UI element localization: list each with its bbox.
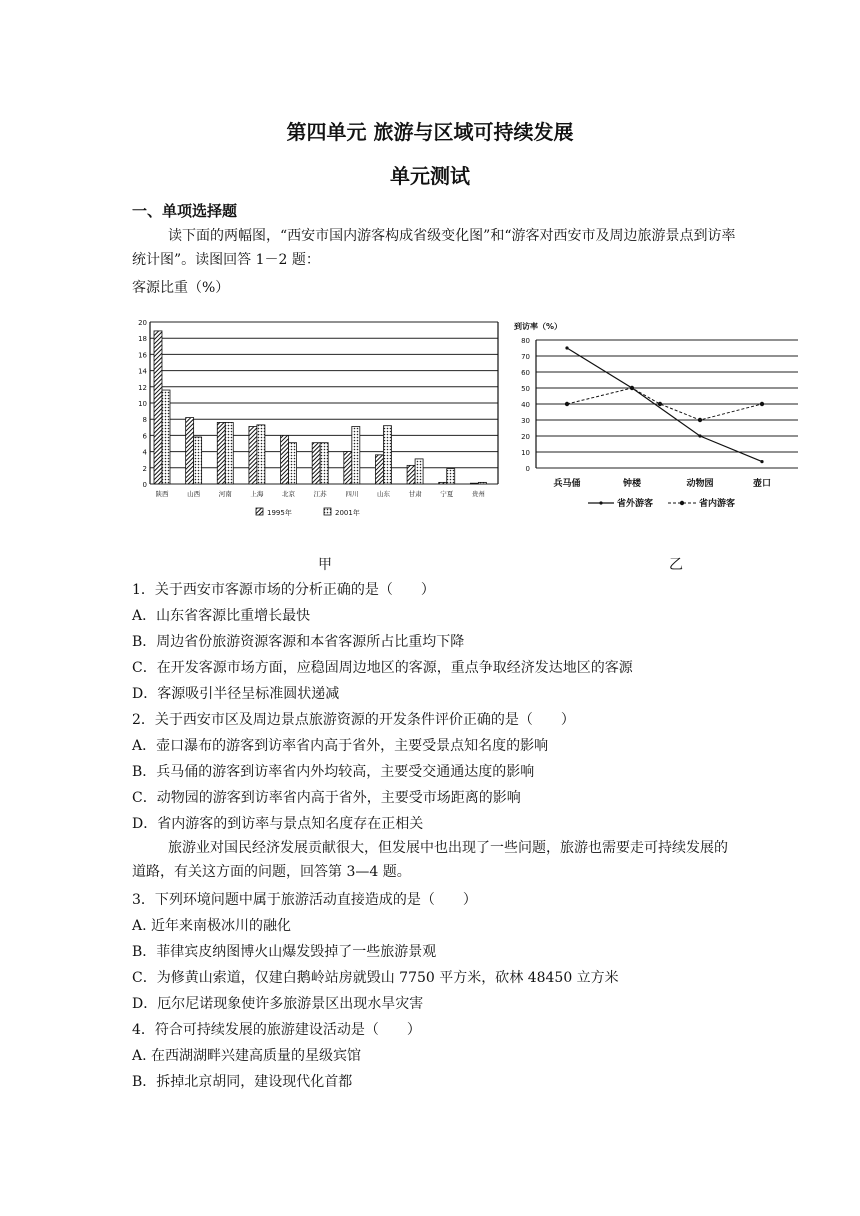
bar <box>162 390 170 484</box>
question-3-option-b: B．菲律宾皮纳图博火山爆发毁掉了一些旅游景观 <box>132 944 437 960</box>
data-point-inprovince <box>630 386 634 390</box>
bar <box>407 465 415 484</box>
x-tick-label: 贵州 <box>471 490 485 498</box>
y-tick-label: 10 <box>521 449 530 457</box>
bar <box>257 425 265 484</box>
question-2-option-b: B．兵马俑的游客到访率省内外均较高，主要受交通通达度的影响 <box>132 764 535 780</box>
y-tick-label: 50 <box>521 385 530 393</box>
figure-label-jia: 甲 <box>318 557 332 573</box>
question-3-option-d: D．厄尔尼诺现象使许多旅游景区出现水旱灾害 <box>132 996 424 1012</box>
data-point-inprovince <box>698 418 702 422</box>
data-point-inprovince <box>565 402 569 406</box>
y-tick-label: 4 <box>142 448 147 457</box>
line-chart-yi <box>510 316 810 516</box>
x-tick-label: 上海 <box>250 490 264 498</box>
bar-chart-jia <box>128 310 506 525</box>
bar <box>478 482 486 484</box>
legend-marker-inprovince <box>680 501 684 505</box>
page-title: 第四单元 旅游与区域可持续发展 <box>286 120 574 144</box>
bar <box>352 426 360 484</box>
question-1-option-b: B．周边省份旅游资源客源和本省客源所占比重均下降 <box>132 634 465 650</box>
legend-label-1995: 1995年 <box>267 509 292 517</box>
data-point-inprovince <box>760 402 764 406</box>
bar <box>249 426 257 484</box>
y-tick-label: 20 <box>521 433 530 441</box>
question-2-stem: 2．关于西安市区及周边景点旅游资源的开发条件评价正确的是（ ） <box>132 712 575 728</box>
y-tick-label: 18 <box>138 335 147 344</box>
y-tick-label: 80 <box>521 337 530 345</box>
y-tick-label: 30 <box>521 417 530 425</box>
context-paragraph: 旅游业对国民经济发展贡献很大，但发展中也出现了一些问题，旅游也需要走可持续发展的道路，有关这方面的问题，回答第 3—4 题。 <box>132 840 728 880</box>
bar <box>289 443 297 484</box>
x-tick-label: 陕西 <box>155 490 169 498</box>
data-point-outprovince <box>565 346 568 349</box>
bar <box>447 469 455 484</box>
bar <box>217 422 225 484</box>
legend-label-outprovince: 省外游客 <box>617 499 654 509</box>
bar <box>186 418 194 484</box>
x-tick-label: 甘肃 <box>408 490 422 498</box>
bar <box>281 435 289 484</box>
x-tick-label: 钟楼 <box>622 479 642 489</box>
series-line-outprovince <box>567 348 762 462</box>
data-point-inprovince <box>658 402 662 406</box>
bar <box>320 443 328 484</box>
data-point-outprovince <box>760 460 763 463</box>
question-3-option-a: A. 近年来南极冰川的融化 <box>132 918 292 934</box>
y-tick-label: 70 <box>521 353 530 361</box>
question-3-option-c: C．为修黄山索道，仅建白鹅岭站房就毁山 7750 平方米，砍林 48450 立方米 <box>132 970 619 986</box>
legend-marker-outprovince <box>599 501 602 504</box>
y-tick-label: 10 <box>138 400 147 408</box>
legend-label-inprovince: 省内游客 <box>699 499 736 509</box>
question-2-option-d: D．省内游客的到访率与景点知名度存在正相关 <box>132 816 424 832</box>
x-tick-label: 四川 <box>345 490 359 498</box>
section-heading: 一、单项选择题 <box>132 202 238 220</box>
question-1-option-c: C．在开发客源市场方面，应稳固周边地区的客源，重点争取经济发达地区的客源 <box>132 660 633 676</box>
y-tick-label: 12 <box>138 383 147 392</box>
bar <box>439 482 447 484</box>
question-2-option-a: A．壶口瀑布的游客到访率省内高于省外，主要受景点知名度的影响 <box>132 738 549 754</box>
data-point-outprovince <box>698 434 701 437</box>
x-tick-label: 山西 <box>187 490 201 498</box>
y-caption: 客源比重（%） <box>132 280 230 296</box>
question-4-option-a: A. 在西湖湖畔兴建高质量的星级宾馆 <box>132 1048 362 1064</box>
x-tick-label: 动物园 <box>686 479 714 489</box>
y-tick-label: 8 <box>142 416 147 425</box>
y-tick-label: 40 <box>521 401 530 409</box>
question-3-stem: 3．下列环境问题中属于旅游活动直接造成的是（ ） <box>132 892 477 908</box>
figure-label-yi: 乙 <box>669 557 683 573</box>
legend-swatch-1995 <box>256 508 263 515</box>
intro-paragraph: 读下面的两幅图，“西安市国内游客构成省级变化图”和“游客对西安市及周边旅游景点到访率统计图”。读图回答 1－2 题： <box>132 228 736 268</box>
y-tick-label: 60 <box>521 369 530 377</box>
bar <box>470 483 478 484</box>
bar <box>383 426 391 484</box>
legend-swatch-2001 <box>324 508 331 515</box>
bar <box>154 331 162 484</box>
question-1-option-a: A．山东省客源比重增长最快 <box>132 608 311 624</box>
x-tick-label: 兵马俑 <box>553 479 581 489</box>
y-tick-label: 0 <box>142 481 147 489</box>
question-4-stem: 4．符合可持续发展的旅游建设活动是（ ） <box>132 1022 421 1038</box>
question-2-option-c: C．动物园的游客到访率省内高于省外，主要受市场距离的影响 <box>132 790 521 806</box>
y-tick-label: 20 <box>138 319 147 327</box>
y-tick-label: 16 <box>138 351 147 360</box>
x-tick-label: 北京 <box>282 490 296 498</box>
question-4-option-b: B．拆掉北京胡同，建设现代化首都 <box>132 1074 353 1090</box>
page-subtitle: 单元测试 <box>390 164 470 188</box>
bar <box>415 459 423 484</box>
bar <box>344 452 352 484</box>
question-1-option-d: D．客源吸引半径呈标准圆状递减 <box>132 686 340 702</box>
y-tick-label: 2 <box>142 464 147 473</box>
bar <box>375 455 383 484</box>
bar <box>194 437 202 484</box>
y-tick-label: 6 <box>142 432 147 441</box>
x-tick-label: 宁夏 <box>440 490 454 498</box>
bar <box>225 422 233 484</box>
x-tick-label: 壶口 <box>752 479 772 489</box>
x-tick-label: 江苏 <box>313 490 327 498</box>
x-tick-label: 河南 <box>218 490 232 498</box>
y-axis-title: 到访率（%） <box>514 322 563 331</box>
x-tick-label: 山东 <box>376 490 390 498</box>
question-1-stem: 1．关于西安市客源市场的分析正确的是（ ） <box>132 582 435 598</box>
y-tick-label: 14 <box>138 367 147 376</box>
legend-label-2001: 2001年 <box>335 509 360 517</box>
y-tick-label: 0 <box>525 465 530 473</box>
bar <box>312 443 320 484</box>
